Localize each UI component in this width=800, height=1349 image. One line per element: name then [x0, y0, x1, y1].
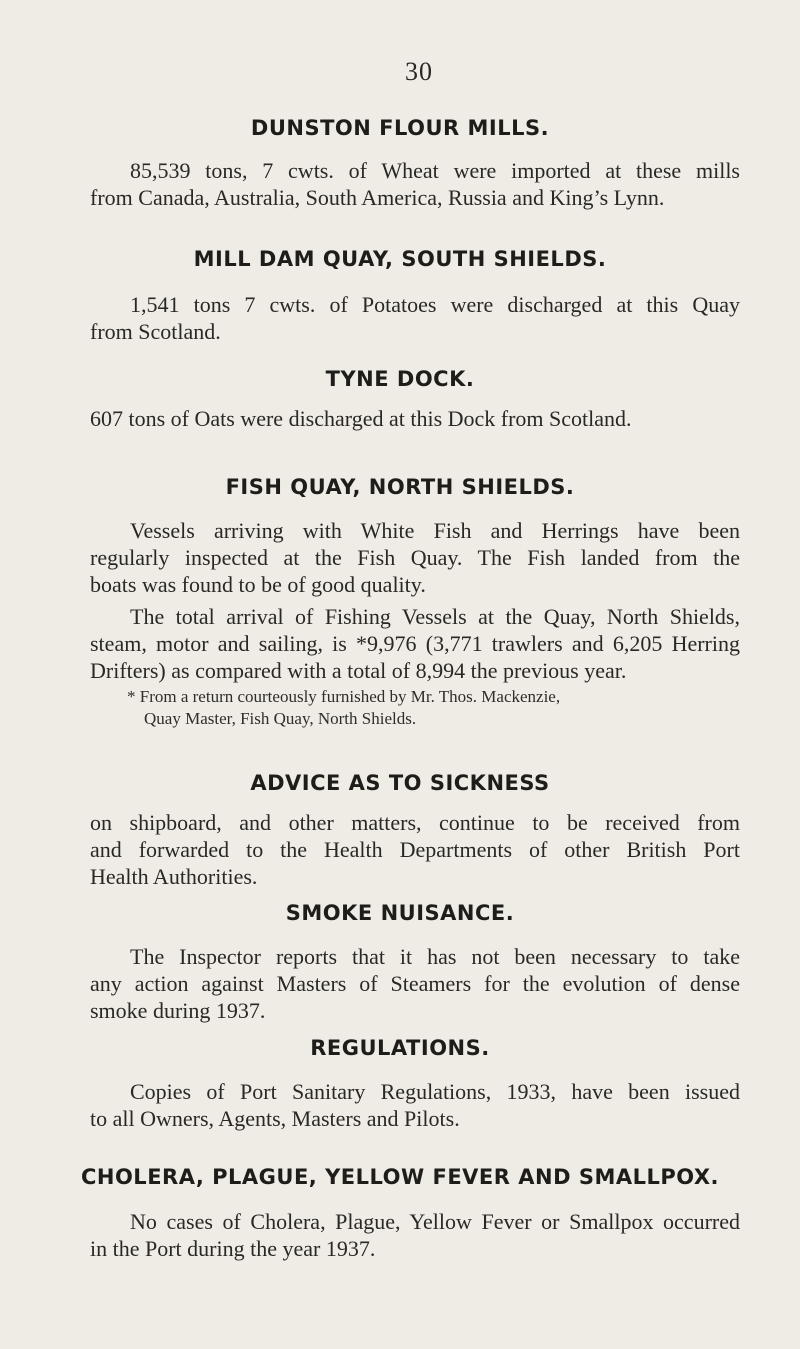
text-line: on shipboard, and other matters, continue to be received from — [90, 810, 740, 835]
paragraph-advice — [90, 809, 740, 890]
heading-mill-dam-quay: MILL DAM QUAY, SOUTH SHIELDS. — [193, 247, 607, 271]
text-line: 607 tons of Oats were discharged at this Dock from Scotland. — [90, 406, 632, 431]
text-line: Health Authorities. — [90, 864, 258, 889]
footnote-line: Quay Master, Fish Quay, North Shields. — [144, 709, 417, 728]
text-line: The Inspector reports that it has not been necessary to take — [130, 944, 740, 969]
text-line: Copies of Port Sanitary Regulations, 1933, have been issued — [130, 1079, 740, 1104]
text-line: regularly inspected at the Fish Quay. The Fish landed from the — [90, 545, 740, 570]
footnote — [0, 686, 800, 730]
heading-advice-as-to-sickness: ADVICE AS TO SICKNESS — [250, 771, 550, 795]
heading-dunston-flour-mills: DUNSTON FLOUR MILLS. — [250, 116, 550, 140]
heading-tyne-dock: TYNE DOCK. — [325, 367, 475, 391]
text-line: 1,541 tons 7 cwts. of Potatoes were discharged at this Quay — [130, 292, 740, 317]
heading-cholera-plague: CHOLERA, PLAGUE, YELLOW FEVER AND SMALLPOX. — [80, 1165, 720, 1189]
paragraph-tyne-dock — [90, 405, 740, 432]
text-line: smoke during 1937. — [90, 998, 266, 1023]
heading-regulations: REGULATIONS. — [310, 1036, 490, 1060]
heading-fish-quay: FISH QUAY, NORTH SHIELDS. — [225, 475, 575, 499]
text-line: Drifters) as compared with a total of 8,994 the previous year. — [90, 658, 627, 683]
text-line: boats was found to be of good quality. — [90, 572, 426, 597]
paragraph-fish-quay-arrivals — [90, 603, 740, 684]
text-line: The total arrival of Fishing Vessels at the Quay, North Shields, — [130, 604, 740, 629]
text-line: from Scotland. — [90, 319, 221, 344]
text-line: 85,539 tons, 7 cwts. of Wheat were imported at these mills — [130, 158, 740, 183]
paragraph-fish-quay-inspection — [90, 517, 740, 598]
text-line: steam, motor and sailing, is *9,976 (3,771 trawlers and 6,205 Herring — [90, 631, 740, 656]
text-line: Vessels arriving with White Fish and Herrings have been — [130, 518, 740, 543]
text-line: No cases of Cholera, Plague, Yellow Fever or Smallpox occurred — [130, 1209, 740, 1234]
heading-smoke-nuisance: SMOKE NUISANCE. — [285, 901, 515, 925]
text-line: any action against Masters of Steamers for the evolution of dense — [90, 971, 740, 996]
text-line: from Canada, Australia, South America, Russia and King’s Lynn. — [90, 185, 665, 210]
paragraph-cholera — [90, 1208, 740, 1262]
paragraph-regulations — [90, 1078, 740, 1132]
text-line: and forwarded to the Health Departments of other British Port — [90, 837, 740, 862]
text-line: in the Port during the year 1937. — [90, 1236, 376, 1261]
paragraph-dunston — [90, 157, 740, 211]
paragraph-mill-dam — [90, 291, 740, 345]
page-number: 30 — [405, 57, 433, 86]
footnote-line: * From a return courteously furnished by Mr. Thos. Mackenzie, — [127, 687, 561, 706]
text-line: to all Owners, Agents, Masters and Pilots. — [90, 1106, 460, 1131]
paragraph-smoke — [90, 943, 740, 1024]
